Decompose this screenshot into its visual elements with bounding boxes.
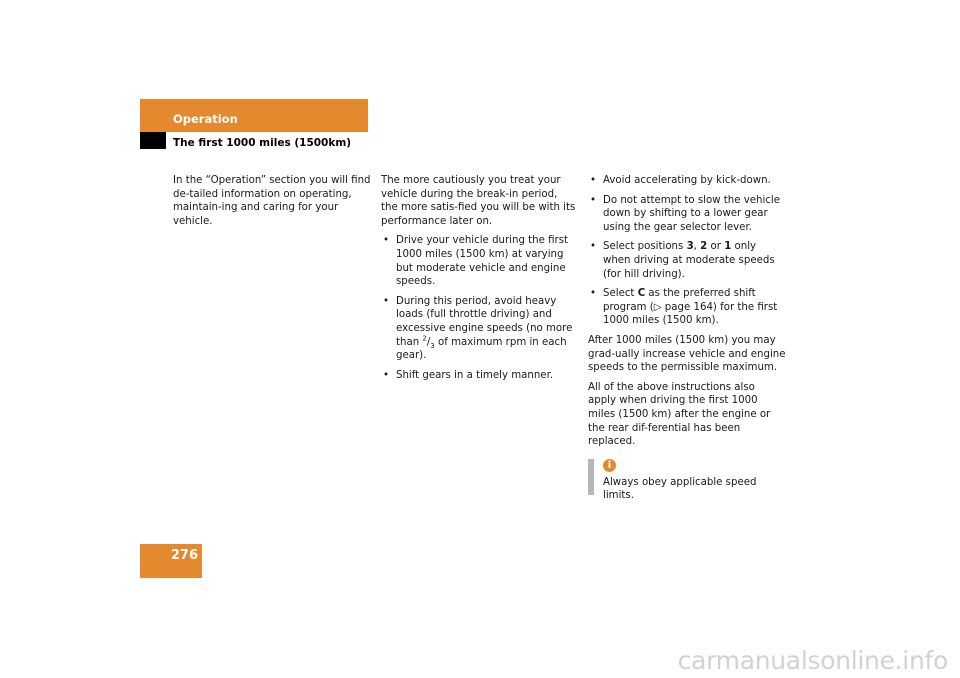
bullet-icon: • — [590, 175, 597, 186]
fraction-denominator: 3 — [430, 341, 435, 350]
break-in-paragraph: The more cautiously you treat your vehicle during the break-in period, the more satis-fied you will be with its performance later on. — [381, 175, 576, 227]
list-item: • During this period, avoid heavy loads (full throttle driving) and excessive engine speeds (no more than $^2/_3$ of maximum rpm in each gear). — [383, 295, 573, 362]
list-item: • Avoid accelerating by kick-down. — [590, 175, 771, 186]
column-2 — [381, 174, 577, 388]
column-1 — [173, 174, 371, 234]
gear-position-1: 1 — [724, 241, 732, 253]
bullet-icon: • — [590, 241, 597, 253]
section-subtitle: The first 1000 miles (1500km) — [173, 137, 352, 149]
replacement-paragraph: All of the above instructions also apply when driving the first 1000 miles (1500 km) after the engine or the rear dif-ferential has been replaced. — [588, 381, 771, 448]
list-item: • Drive your vehicle during the first 1000 miles (1500 km) at varying but moderate vehicle and engine speeds. — [383, 235, 569, 288]
after-break-in-paragraph: After 1000 miles (1500 km) you may grad-ually increase vehicle and engine speeds to the permissible maximum. — [588, 334, 786, 374]
page-reference: page 164) for the first 1000 miles (1500 km). — [603, 301, 778, 327]
page-number-box — [140, 544, 202, 578]
break-in-list — [381, 234, 577, 382]
bullet-icon: • — [383, 369, 390, 381]
info-text: Always obey applicable speed limits. — [603, 476, 757, 502]
column-3 — [588, 174, 786, 502]
gear-position-3: 3 — [686, 241, 694, 253]
gear-position-2: 2 — [700, 241, 708, 253]
fraction-slash: / — [426, 336, 431, 348]
info-note — [588, 459, 786, 502]
fraction-numerator: 2 — [422, 334, 427, 343]
driving-tips-list — [588, 174, 786, 328]
list-item: • Select C as the preferred shift program (▷ page 164) for the first 1000 miles (1500 km). — [590, 288, 778, 327]
intro-paragraph: In the “Operation” section you will find de-tailed information on operating, maintain-ing and caring for your vehicle. — [173, 175, 371, 227]
bullet-icon: • — [590, 288, 597, 300]
shift-program-c: C — [637, 288, 646, 300]
list-item: • Shift gears in a timely manner. — [383, 369, 554, 381]
section-title: Operation — [173, 112, 238, 126]
page-reference-arrow-icon: ▷ — [653, 301, 662, 313]
page-number: 276 — [170, 548, 198, 563]
info-icon: i — [603, 459, 616, 472]
watermark: carmanualsonline.info — [677, 646, 948, 675]
bullet-icon: • — [383, 295, 390, 307]
corner-mark — [140, 132, 166, 149]
bullet-icon: • — [383, 235, 390, 247]
bullet-icon: • — [590, 194, 597, 206]
list-item: • Do not attempt to slow the vehicle down by shifting to a lower gear using the gear selector lever. — [590, 194, 781, 233]
list-item: • Select positions 3, 2 or 1 only when driving at moderate speeds (for hill driving). — [590, 241, 775, 280]
